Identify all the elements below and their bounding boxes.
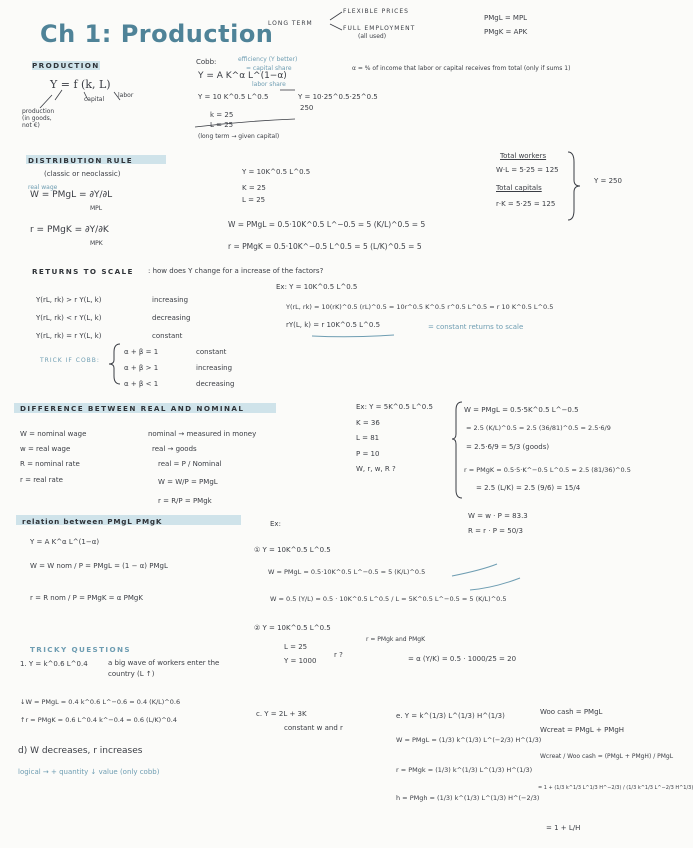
relation-ex1c: W = 0.5 (Y/L) = 0.5 · 10K^0.5 L^0.5 / L = 5K^0.5 L^−0.5 = 5 (K/L)^0.5 — [270, 595, 507, 603]
returns-ex-line1: Y(rL, rk) = 10(rK)^0.5 (rL)^0.5 = 10r^0.5 K^0.5 r^0.5 L^0.5 = r 10 K^0.5 L^0.5 — [286, 303, 554, 311]
rn-sol-1: W = PMgL = 0.5·5K^0.5 L^−0.5 — [464, 406, 579, 414]
relation-ex1b: W = PMgL = 0.5·10K^0.5 L^−0.5 = 5 (K/L)^0.5 — [268, 568, 426, 576]
trick-3-note: decreasing — [196, 380, 235, 388]
real-nominal-heading: DIFFERENCE BETWEEN REAL AND NOMINAL — [20, 404, 245, 413]
pmgl-mpl: PMgL = MPL — [484, 14, 528, 22]
relation-ex2: ② Y = 10K^0.5 L^0.5 — [254, 624, 331, 632]
tricky-q2: c. Y = 2L + 3K — [256, 710, 307, 718]
real-formula: real = P / Nominal — [158, 460, 222, 468]
k-value: k = 25 — [210, 111, 234, 119]
returns-heading: RETURNS TO SCALE — [32, 267, 134, 276]
distribution-heading: DISTRIBUTION RULE — [28, 156, 134, 165]
tricky-q4: Woo cash = PMgL — [540, 708, 603, 716]
trick-1-note: constant — [196, 348, 227, 356]
rn-sol-6: W = w · P = 83.3 — [468, 512, 528, 520]
cobb-example-result: 250 — [300, 104, 314, 112]
tricky-q3b: W = PMgL = (1/3) k^(1/3) L^(−2/3) H^(1/3) — [396, 736, 542, 744]
labor-share-note: labor share — [252, 81, 286, 88]
l-value: L = 25 — [210, 121, 234, 129]
tricky-q1f: logical → + quantity ↓ value (only cobb) — [18, 768, 160, 776]
capital-share-note: = capital share — [246, 65, 292, 72]
capitals-calc: r·K = 5·25 = 125 — [496, 200, 556, 208]
tricky-q2b: constant w and r — [284, 724, 343, 732]
tricky-q1b: a big wave of workers enter the country (L ↑) — [108, 659, 220, 678]
dist-ex-k: K = 25 — [242, 184, 266, 192]
tricky-q3d: h = PMgh = (1/3) k^(1/3) L^(1/3) H^(−2/3) — [396, 794, 540, 802]
pmgk-apk: PMgK = APK — [484, 28, 528, 36]
rn-ex-3: L = 81 — [356, 434, 380, 442]
tricky-q3c: r = PMgk = (1/3) k^(1/3) L^(1/3) H^(1/3) — [396, 766, 533, 774]
def-nominal-wage: W = nominal wage — [20, 430, 87, 438]
relation-y: Y = A K^α L^(1−α) — [30, 538, 100, 546]
rn-ex-2: K = 36 — [356, 419, 380, 427]
capital-label: capital — [84, 96, 105, 103]
returns-ex-note: = constant returns to scale — [428, 323, 524, 331]
tricky-q3: e. Y = k^(1/3) L^(1/3) H^(1/3) — [396, 712, 505, 720]
returns-ex-label: Ex: Y = 10K^0.5 L^0.5 — [276, 283, 358, 291]
returns-r3-note: constant — [152, 332, 183, 340]
all-used-label: (all used) — [358, 33, 387, 40]
relation-ex2e: r = PMgk and PMgK — [366, 636, 426, 643]
nominal-measured: nominal → measured in money — [148, 430, 257, 438]
rn-sol-4: r = PMgK = 0.5·5·K^−0.5 L^0.5 = 2.5 (81/36)^0.5 — [464, 466, 631, 474]
relation-ex2b: L = 25 — [284, 643, 308, 651]
dist-w-calc: W = PMgL = 0.5·10K^0.5 L^−0.5 = 5 (K/L)^0.5 = 5 — [228, 220, 426, 229]
returns-r1: Y(rL, rk) > r Y(L, k) — [36, 296, 102, 304]
real-goods: real → goods — [152, 445, 197, 453]
trick-3: α + β < 1 — [124, 380, 159, 388]
long-term-note: (long term → given capital) — [198, 133, 280, 140]
returns-r1-note: increasing — [152, 296, 189, 304]
production-note: production (in goods, not €) — [22, 108, 55, 129]
relation-w: W = W nom / P = PMgL = (1 − α) PMgL — [30, 562, 168, 570]
full-employment-label: FULL EMPLOYMENT — [343, 25, 416, 32]
page-title: Ch 1: Production — [40, 20, 274, 48]
rn-ex-5: W, r, w, R ? — [356, 465, 396, 473]
relation-ex2d: r ? — [334, 651, 343, 659]
tricky-q1: 1. Y = k^0.6 L^0.4 — [20, 660, 88, 668]
dist-r-calc: r = PMgK = 0.5·10K^−0.5 L^0.5 = 5 (L/K)^0.5 = 5 — [228, 242, 422, 251]
rn-sol-2: = 2.5 (K/L)^0.5 = 2.5 (36/81)^0.5 = 2.5·6/9 — [466, 424, 611, 432]
total-workers-label: Total workers — [500, 152, 547, 160]
tricky-q4b: Wcreat = PMgL + PMgH — [540, 726, 625, 734]
total-capitals-label: Total capitals — [496, 184, 542, 192]
rn-ex-1: Ex: Y = 5K^0.5 L^0.5 — [356, 403, 433, 411]
returns-r2-note: decreasing — [152, 314, 191, 322]
real-wage-note: real wage — [28, 184, 58, 191]
long-term-label: LONG TERM — [268, 20, 313, 27]
relation-ex1: ① Y = 10K^0.5 L^0.5 — [254, 546, 331, 554]
cobb-example-2: Y = 10·25^0.5·25^0.5 — [298, 93, 378, 101]
cobb-example-1: Y = 10 K^0.5 L^0.5 — [198, 93, 269, 101]
relation-heading: relation between PMgL PMgK — [22, 517, 163, 526]
relation-ex2f: = α (Y/K) = 0.5 · 1000/25 = 20 — [408, 655, 517, 663]
dist-sum: Y = 250 — [594, 177, 622, 185]
def-real-wage: w = real wage — [20, 445, 71, 453]
tricky-q1c: ↓W = PMgL = 0.4 k^0.6 L^−0.6 = 0.4 (K/L)^0.6 — [20, 698, 181, 706]
distribution-sub: (classic or neoclassic) — [44, 170, 121, 178]
w-formula: W = PMgL = ∂Y/∂L — [30, 190, 113, 200]
mpk-label: MPK — [90, 240, 103, 247]
relation-ex-label: Ex: — [270, 520, 281, 528]
returns-r2: Y(rL, rk) < r Y(L, k) — [36, 314, 102, 322]
trick-2: α + β > 1 — [124, 364, 159, 372]
def-real-rate: r = real rate — [20, 476, 63, 484]
efficiency-note: efficiency (Y better) — [238, 56, 298, 63]
tricky-q4c: Wcreat / Woo cash = (PMgL + PMgH) / PMgL — [540, 753, 674, 760]
mpl-label: MPL — [90, 205, 103, 212]
tricky-q4e: = 1 + L/H — [546, 824, 581, 832]
workers-calc: W·L = 5·25 = 125 — [496, 166, 559, 174]
relation-ex2c: Y = 1000 — [284, 657, 317, 665]
returns-question: : how does Y change for a increase of the factors? — [148, 267, 324, 275]
rn-sol-5: = 2.5 (L/K) = 2.5 (9/6) = 15/4 — [476, 484, 581, 492]
r-real-formula: r = R/P = PMgk — [158, 497, 212, 505]
tricky-q1d: ↑r = PMgK = 0.6 L^0.4 k^−0.4 = 0.6 (L/K)^0.4 — [20, 716, 177, 724]
trick-label: TRICK IF COBB: — [40, 357, 100, 364]
flexible-prices-label: FLEXIBLE PRICES — [343, 8, 409, 15]
tricky-q1e: d) W decreases, r increases — [18, 746, 143, 756]
tricky-q4d: = 1 + (1/3 k^1/3 L^1/3 H^−2/3) / (1/3 k^1/3 L^−2/3 H^1/3) — [538, 785, 693, 791]
trick-2-note: increasing — [196, 364, 233, 372]
cobb-formula: Y = A K^α L^(1−α) — [198, 71, 287, 81]
tricky-heading: TRICKY QUESTIONS — [30, 645, 131, 654]
rn-sol-3: = 2.5·6/9 = 5/3 (goods) — [466, 443, 550, 451]
def-nominal-rate: R = nominal rate — [20, 460, 80, 468]
returns-r3: Y(rL, rk) = r Y(L, k) — [36, 332, 102, 340]
w-real-formula: W = W/P = PMgL — [158, 478, 218, 486]
returns-ex-line2: rY(L, k) = r 10K^0.5 L^0.5 — [286, 321, 381, 329]
dist-ex-y: Y = 10K^0.5 L^0.5 — [242, 168, 311, 176]
rn-ex-4: P = 10 — [356, 450, 380, 458]
rn-sol-7: R = r · P = 50/3 — [468, 527, 523, 535]
production-heading: PRODUCTION — [32, 61, 100, 70]
r-formula: r = PMgK = ∂Y/∂K — [30, 225, 109, 235]
production-formula: Y = f (k, L) — [50, 78, 111, 91]
dist-ex-l: L = 25 — [242, 196, 266, 204]
alpha-note: α = % of income that labor or capital receives from total (only if sums 1) — [352, 65, 571, 72]
cobb-label: Cobb: — [196, 58, 217, 66]
relation-r: r = R nom / P = PMgK = α PMgK — [30, 594, 143, 602]
labor-label: labor — [118, 92, 134, 99]
trick-1: α + β = 1 — [124, 348, 159, 356]
